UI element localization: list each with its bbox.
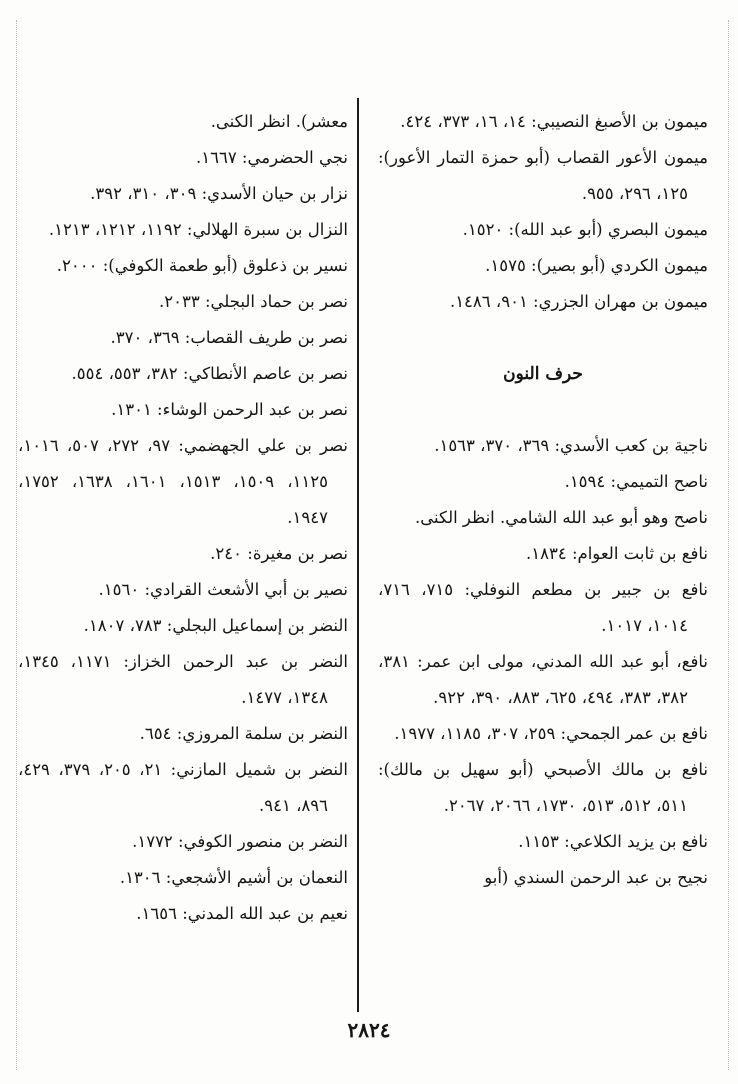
index-entry: نافع بن مالك الأصبحي (أبو سهيل بن مالك): ٥١١، ٥١٢، ٥١٣، ١٧٣٠، ٢٠٦٦، ٢٠٦٧. — [378, 760, 708, 815]
section-heading: حرف النون — [503, 364, 583, 384]
index-entry: النضر بن إسماعيل البجلي: ٧٨٣، ١٨٠٧. — [83, 616, 348, 635]
index-entry: نصر بن عبد الرحمن الوشاء: ١٣٠١. — [111, 400, 348, 419]
index-entry: النضر بن عبد الرحمن الخزاز: ١١٧١، ١٣٤٥، ١٣٤٨، ١٤٧٧. — [18, 652, 349, 707]
index-entry: ميمون بن الأصبغ النصيبي: ١٤، ١٦، ٣٧٣، ٤٢٤. — [400, 112, 708, 131]
index-entry: نافع بن يزيد الكلاعي: ١١٥٣. — [518, 832, 708, 851]
index-entry: نزار بن حيان الأسدي: ٣٠٩، ٣١٠، ٣٩٢. — [90, 184, 348, 203]
index-entry: النزال بن سبرة الهلالي: ١١٩٢، ١٢١٢، ١٢١٣. — [48, 220, 348, 239]
page-edge-right — [728, 20, 731, 1070]
column-divider — [357, 98, 359, 1012]
index-entry: معشر). انظر الكنى. — [210, 112, 348, 131]
index-entry: النضر بن شميل المازني: ٢١، ٢٠٥، ٣٧٩، ٤٢٩، ٨٩٦، ٩٤١. — [18, 760, 349, 815]
index-entry: ناصح التميمي: ١٥٩٤. — [564, 472, 708, 491]
index-column-right — [378, 104, 708, 896]
index-entry: نافع بن جبير بن مطعم النوفلي: ٧١٥، ٧١٦، ١٠١٤، ١٠١٧. — [378, 580, 708, 635]
page-number: ٢٨٢٤ — [347, 1018, 391, 1042]
index-entry: ناصح وهو أبو عبد الله الشامي. انظر الكنى. — [414, 508, 708, 527]
index-entry: نافع بن ثابت العوام: ١٨٣٤. — [526, 544, 708, 563]
index-entry: نجيح بن عبد الرحمن السندي (أبو — [484, 868, 708, 887]
index-entry: ميمون بن مهران الجزري: ٩٠١، ١٤٨٦. — [449, 292, 708, 311]
index-entry: النضر بن منصور الكوفي: ١٧٧٢. — [132, 832, 348, 851]
index-entry: نافع، أبو عبد الله المدني، مولى ابن عمر: ٣٨١، ٣٨٢، ٣٨٣، ٤٩٤، ٦٢٥، ٨٨٣، ٣٩٠، ٩٢٢. — [378, 652, 708, 707]
index-entry: ميمون الكردي (أبو بصير): ١٥٧٥. — [485, 256, 708, 275]
index-entry: النضر بن سلمة المروزي: ٦٥٤. — [139, 724, 348, 743]
index-entry: نصر بن طريف القصاب: ٣٦٩، ٣٧٠. — [110, 328, 348, 347]
index-entry: نصر بن حماد البجلي: ٢٠٣٣. — [159, 292, 348, 311]
index-entry: نعيم بن عبد الله المدني: ١٦٥٦. — [136, 904, 348, 923]
index-entry: ميمون البصري (أبو عبد الله): ١٥٢٠. — [462, 220, 708, 239]
spacer — [378, 392, 708, 428]
index-entry: نافع بن عمر الجمحي: ٢٥٩، ٣٠٧، ١١٨٥، ١٩٧٧. — [394, 724, 708, 743]
index-entry: نجي الحضرمي: ١٦٦٧. — [195, 148, 348, 167]
index-entry: ناجية بن كعب الأسدي: ٣٦٩، ٣٧٠، ١٥٦٣. — [434, 436, 708, 455]
index-entry: نصير بن أبي الأشعث القرادي: ١٥٦٠. — [98, 580, 348, 599]
spacer — [378, 320, 708, 356]
index-entry: نسير بن ذعلوق (أبو طعمة الكوفي): ٢٠٠٠. — [56, 256, 348, 275]
index-column-left — [18, 104, 348, 932]
index-entry: ميمون الأعور القصاب (أبو حمزة التمار الأعور): ١٢٥، ٢٩٦، ٩٥٥. — [378, 148, 708, 203]
index-entry: نصر بن مغيرة: ٢٤٠. — [210, 544, 348, 563]
index-entry: نصر بن عاصم الأنطاكي: ٣٨٢، ٥٥٣، ٥٥٤. — [71, 364, 348, 383]
index-entry: نصر بن علي الجهضمي: ٩٧، ٢٧٢، ٥٠٧، ١٠١٦، ١١٢٥، ١٥٠٩، ١٥١٣، ١٦٠١، ١٦٣٨، ١٧٥٢، ١٩٤٧. — [18, 436, 348, 527]
index-entry: النعمان بن أشيم الأشجعي: ١٣٠٦. — [119, 868, 348, 887]
